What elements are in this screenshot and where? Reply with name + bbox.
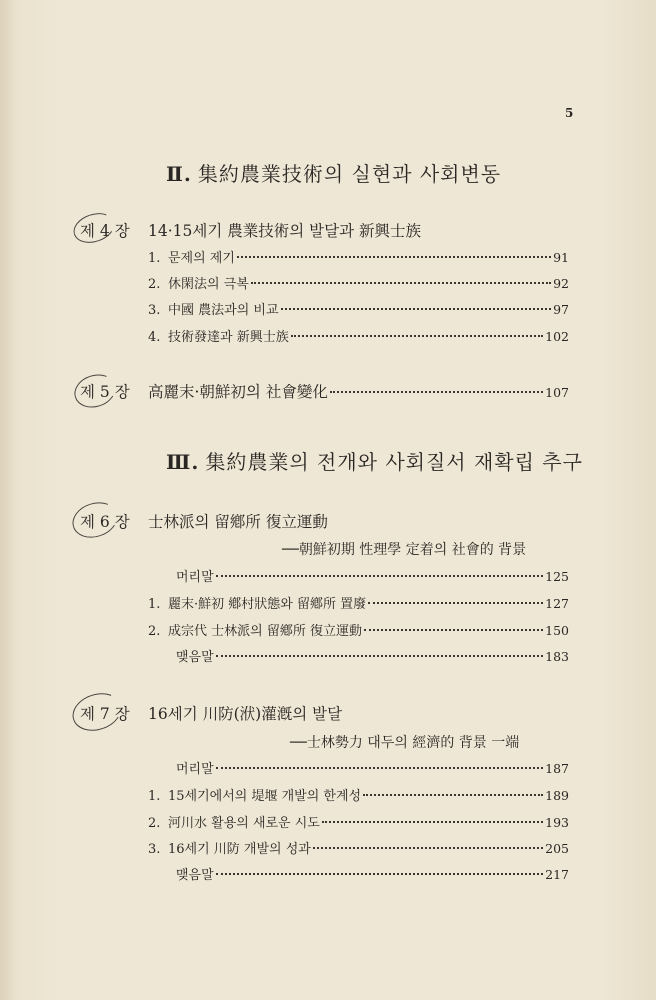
toc-entry[interactable] — [148, 593, 569, 613]
entry-page: 193 — [545, 815, 569, 830]
toc-entry[interactable] — [148, 299, 569, 319]
entry-title: 休閑法의 극복 — [168, 277, 249, 292]
entry-number: 2. — [148, 816, 161, 831]
dot-leader — [216, 655, 543, 657]
toc-entry[interactable] — [148, 273, 569, 293]
dot-leader — [251, 282, 551, 284]
entry-number: 3. — [148, 842, 161, 857]
dot-leader — [281, 308, 552, 310]
toc-entry[interactable] — [148, 247, 569, 267]
entry-number: 4. — [148, 330, 161, 345]
entry-title: 머리말 — [176, 570, 214, 585]
entry-page: 217 — [545, 867, 569, 882]
toc-entry[interactable] — [148, 812, 569, 832]
dot-leader — [322, 821, 543, 823]
part-title: 集約農業技術의 실현과 사회변동 — [197, 162, 502, 186]
entry-page: 125 — [545, 569, 569, 584]
chapter-heading — [80, 219, 421, 241]
entry-title: 문제의 제기 — [168, 251, 235, 266]
entry-page: 107 — [545, 385, 569, 400]
chapter-subtitle: ──士林勢力 대두의 經濟的 背景 一端 — [290, 735, 520, 751]
toc-entry[interactable] — [148, 620, 569, 640]
chapter-title: 高麗末·朝鮮初의 社會變化 — [148, 383, 328, 401]
entry-title: 成宗代 士林派의 留鄕所 復立運動 — [168, 624, 362, 639]
chapter-label: 제 7 장 — [80, 705, 130, 723]
toc-entry[interactable] — [148, 785, 569, 805]
dot-leader — [330, 391, 543, 393]
entry-page: 92 — [553, 276, 569, 291]
entry-title: 15세기에서의 堤堰 개발의 한계성 — [168, 789, 362, 804]
entry-number: 3. — [148, 303, 161, 318]
entry-page: 183 — [545, 649, 569, 664]
entry-number: 1. — [148, 251, 161, 266]
toc-entry[interactable] — [148, 758, 569, 778]
chapter-heading — [80, 510, 328, 532]
part-numeral: Ⅲ. — [166, 450, 200, 474]
toc-entry[interactable] — [148, 326, 569, 346]
entry-title: 맺음말 — [176, 868, 214, 883]
entry-title: 河川水 활용의 새로운 시도 — [168, 816, 320, 831]
dot-leader — [216, 767, 543, 769]
dot-leader — [237, 256, 551, 258]
dot-leader — [363, 794, 543, 796]
toc-entry[interactable] — [148, 838, 569, 858]
chapter-label: 제 5 장 — [80, 383, 130, 401]
chapter-heading — [80, 702, 342, 724]
toc-entry[interactable] — [148, 864, 569, 884]
entry-number: 1. — [148, 789, 161, 804]
entry-page: 102 — [545, 329, 569, 344]
toc-entry[interactable] — [148, 646, 569, 666]
chapter-label: 제 4 장 — [80, 222, 130, 240]
chapter-entry[interactable] — [80, 380, 569, 400]
entry-title: 技術發達과 新興士族 — [168, 330, 289, 345]
chapter-subtitle: ──朝鮮初期 性理學 定着의 社會的 背景 — [282, 542, 527, 558]
dot-leader — [216, 575, 543, 577]
part-numeral: Ⅱ. — [166, 162, 192, 186]
dot-leader — [291, 335, 543, 337]
entry-number: 2. — [148, 624, 161, 639]
part-heading — [166, 446, 583, 475]
entry-page: 187 — [545, 761, 569, 776]
part-title: 集約農業의 전개와 사회질서 재확립 추구 — [205, 450, 583, 474]
chapter-title: 14·15세기 農業技術의 발달과 新興士族 — [148, 222, 421, 240]
entry-page: 97 — [553, 302, 569, 317]
entry-number: 2. — [148, 277, 161, 292]
entry-title: 中國 農法과의 비교 — [168, 303, 279, 318]
dot-leader — [216, 873, 543, 875]
dot-leader — [368, 602, 543, 604]
part-heading — [166, 158, 501, 187]
entry-title: 머리말 — [176, 762, 214, 777]
entry-title: 맺음말 — [176, 650, 214, 665]
dot-leader — [313, 847, 543, 849]
dot-leader — [364, 629, 543, 631]
entry-title: 16세기 川防 개발의 성과 — [168, 842, 311, 857]
entry-page: 189 — [545, 788, 569, 803]
entry-page: 205 — [545, 841, 569, 856]
entry-page: 91 — [553, 250, 569, 265]
chapter-title: 士林派의 留鄕所 復立運動 — [148, 513, 328, 531]
toc-entry[interactable] — [148, 566, 569, 586]
page-number: 5 — [565, 106, 574, 120]
entry-page: 127 — [545, 596, 569, 611]
entry-number: 1. — [148, 597, 161, 612]
chapter-label: 제 6 장 — [80, 513, 130, 531]
entry-title: 麗末·鮮初 鄕村狀態와 留鄕所 置廢 — [168, 597, 367, 612]
chapter-title: 16세기 川防(洑)灌漑의 발달 — [148, 705, 343, 723]
entry-page: 150 — [545, 623, 569, 638]
